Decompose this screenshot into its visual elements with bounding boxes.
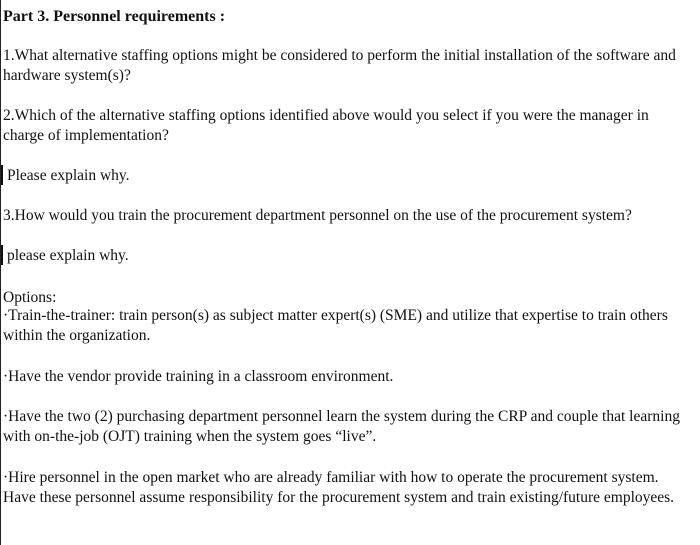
option-3-line-1: ·Have the two (2) purchasing department personnel learn the system during the CRP and couple that learning [3, 408, 680, 425]
text-cursor-bar [1, 165, 3, 185]
option-1-line-2: within the organization. [3, 327, 151, 344]
bullet-dot: · [3, 307, 9, 324]
bullet-dot: · [3, 469, 9, 486]
text-cursor-bar [1, 245, 3, 265]
option-2-line-1: ·Have the vendor provide training in a classroom environment. [3, 368, 394, 385]
options-label: Options: [3, 289, 57, 306]
question-3-explain: please explain why. [7, 247, 129, 264]
option-3-line-2: with on-the-job (OJT) training when the system goes “live”. [3, 428, 377, 445]
question-3-line-1: 3.How would you train the procurement department personnel on the use of the procurement system? [3, 207, 632, 224]
option-1-line-1: ·Train-the-trainer: train person(s) as subject matter expert(s) (SME) and utilize that expertise to train others [3, 307, 668, 324]
question-1-line-2: hardware system(s)? [3, 67, 131, 84]
bullet-dot: · [3, 368, 9, 385]
section-heading: Part 3. Personnel requirements : [3, 8, 226, 25]
question-2-explain: Please explain why. [7, 167, 130, 184]
question-2-line-1: 2.Which of the alternative staffing options identified above would you select if you were the manager in [3, 107, 649, 124]
question-2-line-2: charge of implementation? [3, 127, 169, 144]
option-4-line-2: Have these personnel assume responsibility for the procurement system and train existing/future employees. [3, 489, 675, 506]
question-1-line-1: 1.What alternative staffing options might be considered to perform the initial installation of the software and [3, 47, 676, 64]
bullet-dot: · [3, 408, 9, 425]
option-4-line-1: ·Hire personnel in the open market who are already familiar with how to operate the procurement system. [3, 469, 659, 486]
